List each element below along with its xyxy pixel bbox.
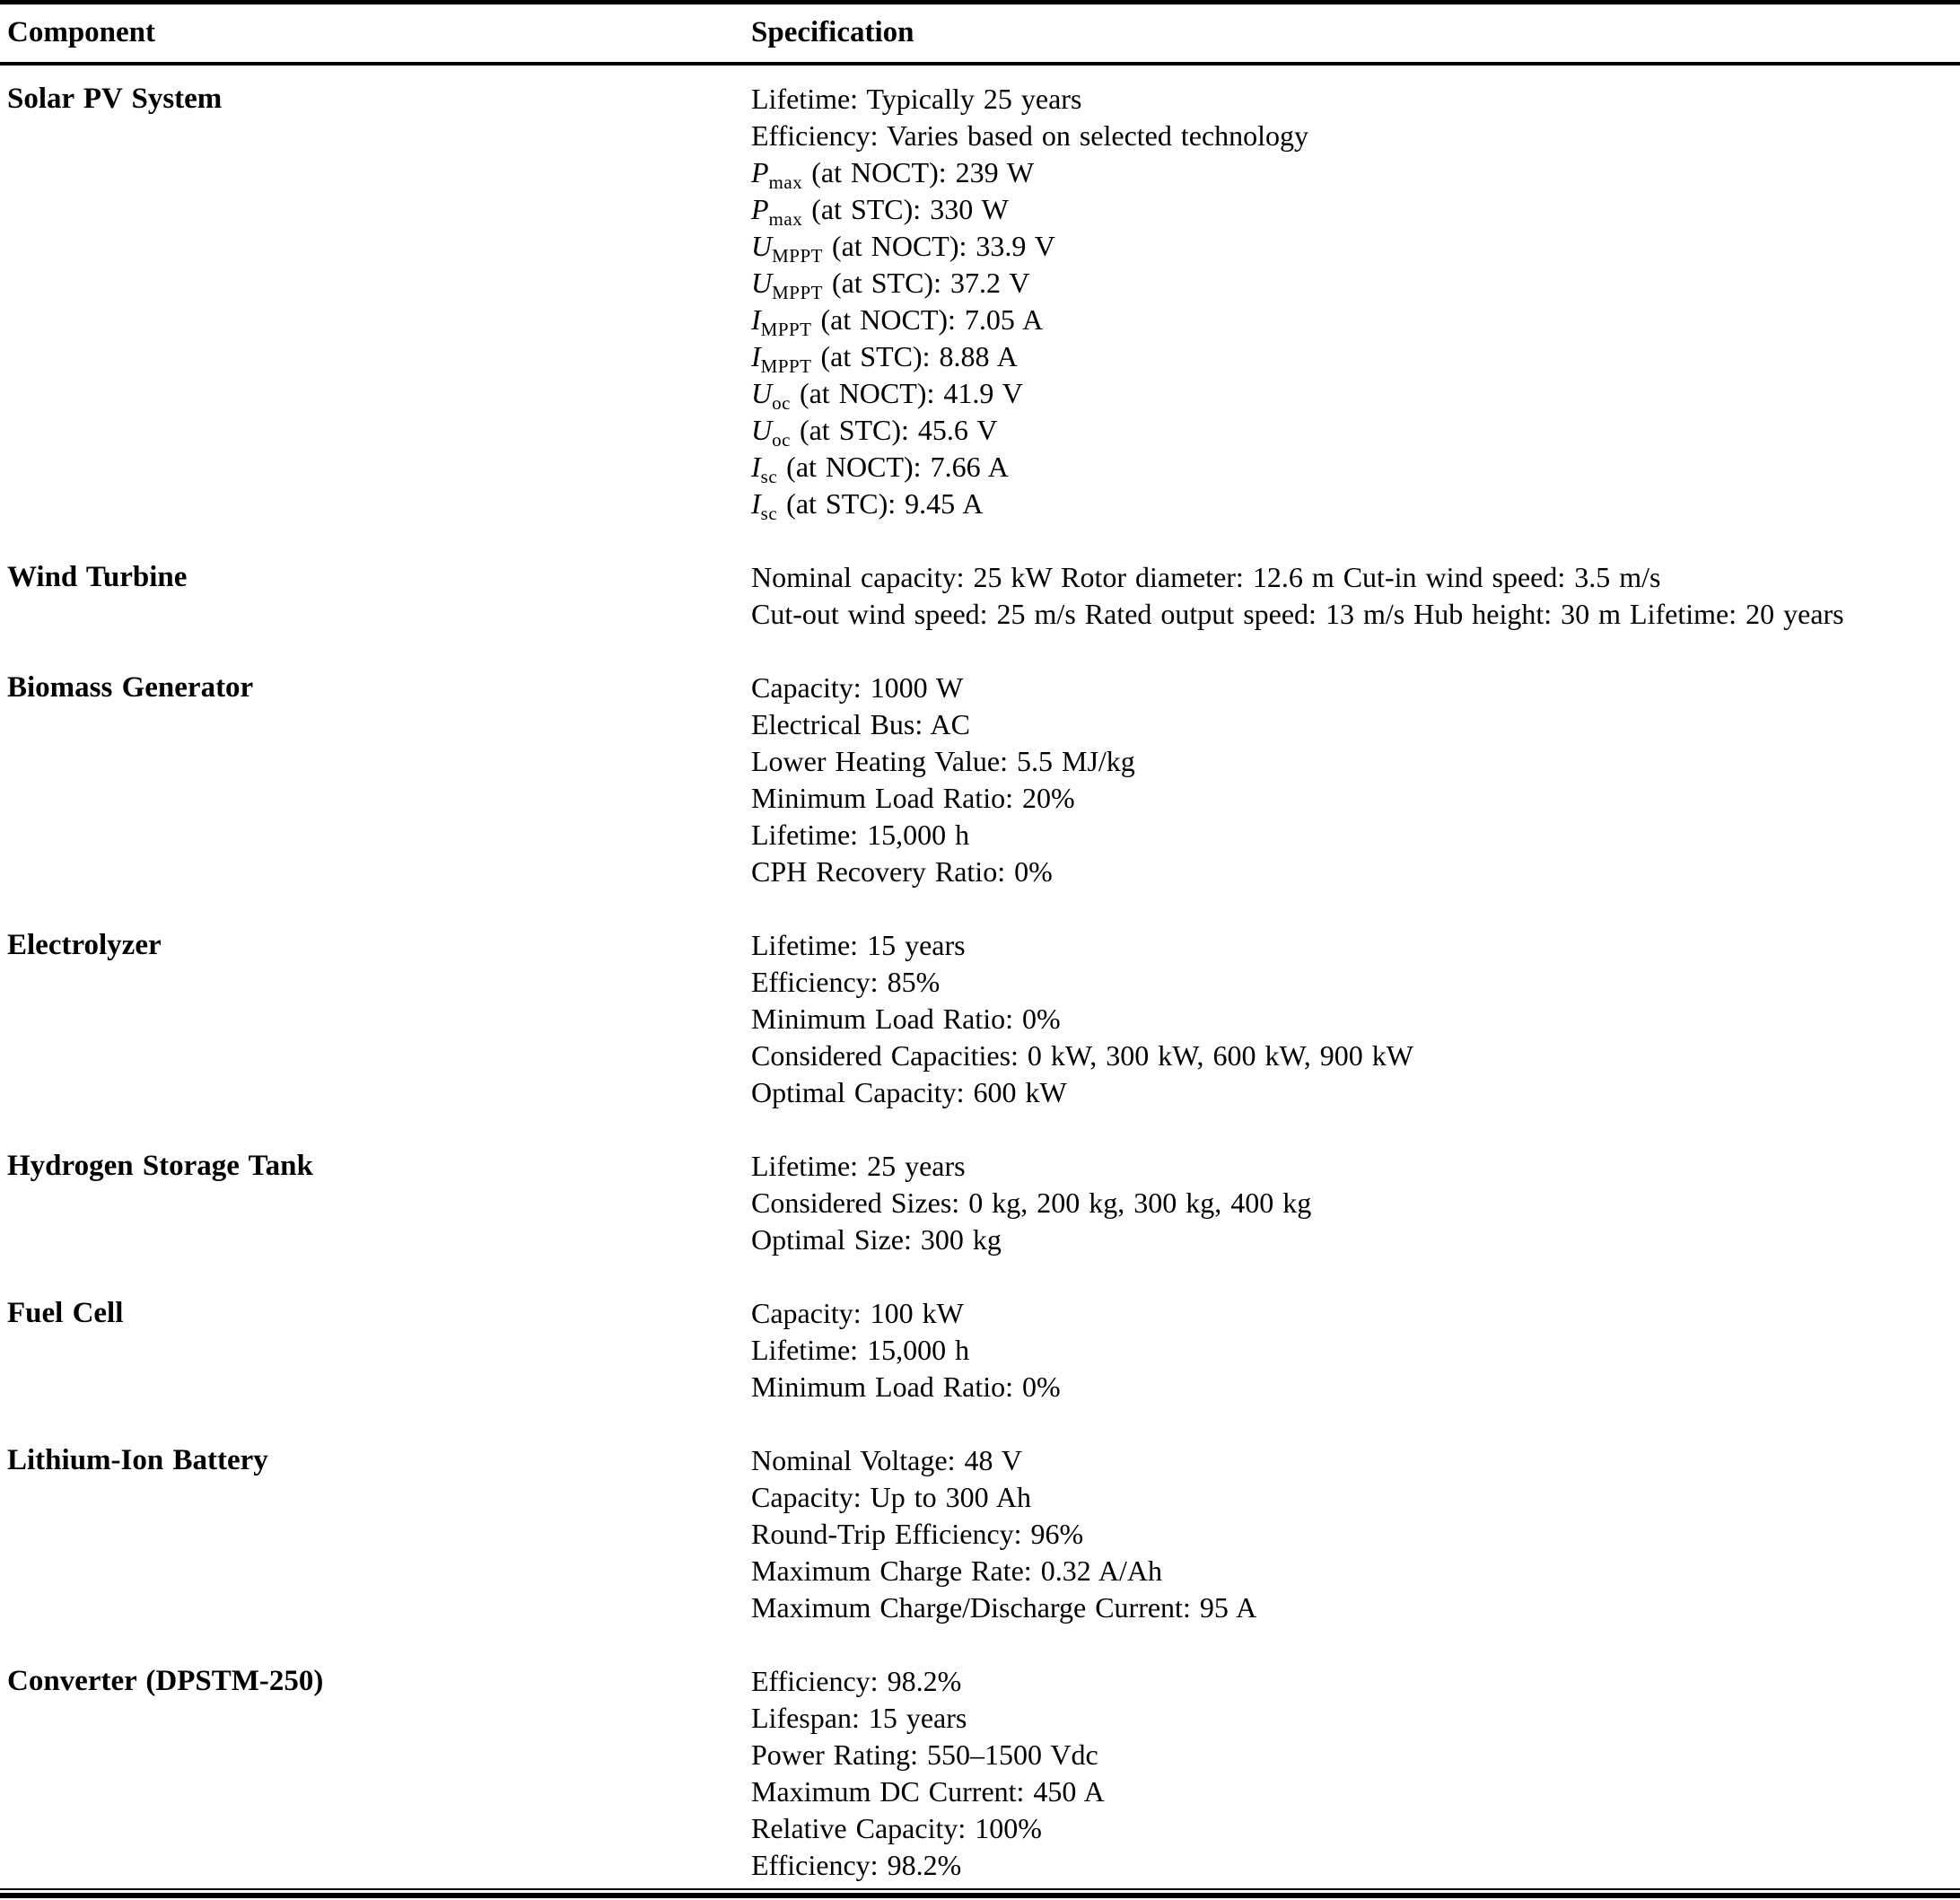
bottom-rule-thin xyxy=(0,1888,1960,1890)
spec-line: Capacity: 100 kW xyxy=(751,1297,964,1329)
spec-line: Power Rating: 550–1500 Vdc xyxy=(751,1738,1098,1771)
math-subscript: max xyxy=(768,208,803,230)
math-subscript: oc xyxy=(772,429,791,451)
spec-line: Optimal Size: 300 kg xyxy=(751,1223,1002,1256)
math-variable: U xyxy=(751,377,773,409)
math-subscript: MPPT xyxy=(760,319,812,340)
spec-line: Lifetime: 15 years xyxy=(751,929,966,961)
spec-line xyxy=(751,302,1960,338)
spec-line: Lower Heating Value: 5.5 MJ/kg xyxy=(751,745,1135,777)
spec-cell xyxy=(751,559,1960,633)
spec-line: Relative Capacity: 100% xyxy=(751,1812,1042,1844)
spec-text: (at STC): 8.88 A xyxy=(811,340,1018,372)
math-variable: P xyxy=(751,193,769,225)
bottom-rule-thick xyxy=(0,1893,1960,1898)
spec-text: (at STC): 37.2 V xyxy=(822,267,1030,299)
table-row xyxy=(0,927,1960,1111)
math-subscript: MPPT xyxy=(760,355,812,377)
spec-text: (at STC): 45.6 V xyxy=(790,414,998,446)
spec-line: Minimum Load Ratio: 0% xyxy=(751,1003,1061,1035)
spec-cell xyxy=(751,1148,1960,1258)
component-name: Hydrogen Storage Tank xyxy=(7,1150,313,1182)
component-name: Lithium-Ion Battery xyxy=(7,1444,268,1476)
spec-line: Lifetime: Typically 25 years xyxy=(751,83,1082,115)
spec-line: Maximum Charge Rate: 0.32 A/Ah xyxy=(751,1554,1163,1587)
math-variable: I xyxy=(751,340,761,372)
spec-line: Capacity: 1000 W xyxy=(751,671,964,704)
spec-line xyxy=(751,486,1960,522)
math-subscript: MPPT xyxy=(772,282,823,303)
table-row xyxy=(0,1148,1960,1258)
spec-line xyxy=(751,338,1960,375)
spec-line: Capacity: Up to 300 Ah xyxy=(751,1481,1031,1513)
column-header-component: Component xyxy=(7,16,156,48)
spec-line xyxy=(751,191,1960,228)
table-body xyxy=(0,66,1960,1884)
spec-line: Electrical Bus: AC xyxy=(751,708,970,740)
table-row xyxy=(0,670,1960,890)
spec-line: Minimum Load Ratio: 0% xyxy=(751,1370,1061,1403)
math-subscript: sc xyxy=(760,503,778,524)
spec-line: Efficiency: 85% xyxy=(751,966,941,998)
math-variable: U xyxy=(751,230,773,262)
math-variable: U xyxy=(751,267,773,299)
spec-line: Optimal Capacity: 600 kW xyxy=(751,1076,1067,1108)
spec-line: Lifetime: 15,000 h xyxy=(751,819,970,851)
table-row xyxy=(0,1295,1960,1405)
spec-line: Considered Sizes: 0 kg, 200 kg, 300 kg, 400 kg xyxy=(751,1186,1312,1219)
spec-line: Nominal capacity: 25 kW Rotor diameter: 12.6 m Cut-in wind speed: 3.5 m/s xyxy=(751,561,1661,593)
spec-cell xyxy=(751,81,1960,522)
math-subscript: oc xyxy=(772,392,791,414)
spec-line: Lifespan: 15 years xyxy=(751,1702,967,1734)
spec-text: (at STC): 330 W xyxy=(802,193,1009,225)
spec-line: Round-Trip Efficiency: 96% xyxy=(751,1518,1084,1550)
component-name: Biomass Generator xyxy=(7,671,254,704)
math-variable: U xyxy=(751,414,773,446)
math-variable: I xyxy=(751,451,761,483)
spec-text: (at NOCT): 239 W xyxy=(802,156,1035,188)
math-variable: I xyxy=(751,303,761,336)
spec-text: (at NOCT): 41.9 V xyxy=(790,377,1023,409)
spec-line xyxy=(751,412,1960,449)
spec-line xyxy=(751,375,1960,412)
spec-line: CPH Recovery Ratio: 0% xyxy=(751,855,1053,888)
spec-line: Nominal Voltage: 48 V xyxy=(751,1444,1022,1476)
spec-cell xyxy=(751,670,1960,890)
table-row xyxy=(0,81,1960,522)
table-bottom-rule xyxy=(0,1888,1960,1898)
math-variable: I xyxy=(751,487,761,520)
component-name: Wind Turbine xyxy=(7,561,188,593)
table-row xyxy=(0,559,1960,633)
spec-text: (at NOCT): 7.66 A xyxy=(777,451,1009,483)
spec-line xyxy=(751,154,1960,191)
spec-cell xyxy=(751,1442,1960,1626)
math-variable: P xyxy=(751,156,769,188)
math-subscript: max xyxy=(768,171,803,193)
spec-line: Cut-out wind speed: 25 m/s Rated output speed: 13 m/s Hub height: 30 m Lifetime: 20 years xyxy=(751,598,1844,630)
math-subscript: sc xyxy=(760,466,778,487)
component-name: Solar PV System xyxy=(7,83,223,115)
spec-line xyxy=(751,449,1960,486)
spec-line: Maximum Charge/Discharge Current: 95 A xyxy=(751,1591,1257,1624)
spec-line xyxy=(751,265,1960,302)
spec-line: Maximum DC Current: 450 A xyxy=(751,1775,1105,1808)
component-name: Converter (DPSTM-250) xyxy=(7,1665,324,1697)
spec-line: Considered Capacities: 0 kW, 300 kW, 600 kW, 900 kW xyxy=(751,1039,1413,1072)
spec-cell xyxy=(751,1295,1960,1405)
component-name: Electrolyzer xyxy=(7,929,162,961)
spec-text: (at NOCT): 7.05 A xyxy=(811,303,1044,336)
table-row xyxy=(0,1442,1960,1626)
spec-line: Efficiency: 98.2% xyxy=(751,1849,962,1881)
spec-line xyxy=(751,228,1960,265)
spec-cell xyxy=(751,1663,1960,1884)
component-name: Fuel Cell xyxy=(7,1297,124,1329)
column-header-specification: Specification xyxy=(751,16,914,48)
table-header-row xyxy=(0,4,1960,62)
spec-text: (at STC): 9.45 A xyxy=(777,487,984,520)
table-row xyxy=(0,1663,1960,1884)
spec-line: Minimum Load Ratio: 20% xyxy=(751,782,1075,814)
spec-line: Lifetime: 25 years xyxy=(751,1150,966,1182)
spec-line: Lifetime: 15,000 h xyxy=(751,1334,970,1366)
spec-text: (at NOCT): 33.9 V xyxy=(822,230,1055,262)
spec-line: Efficiency: Varies based on selected technology xyxy=(751,119,1309,152)
spec-line: Efficiency: 98.2% xyxy=(751,1665,962,1697)
spec-cell xyxy=(751,927,1960,1111)
math-subscript: MPPT xyxy=(772,245,823,267)
